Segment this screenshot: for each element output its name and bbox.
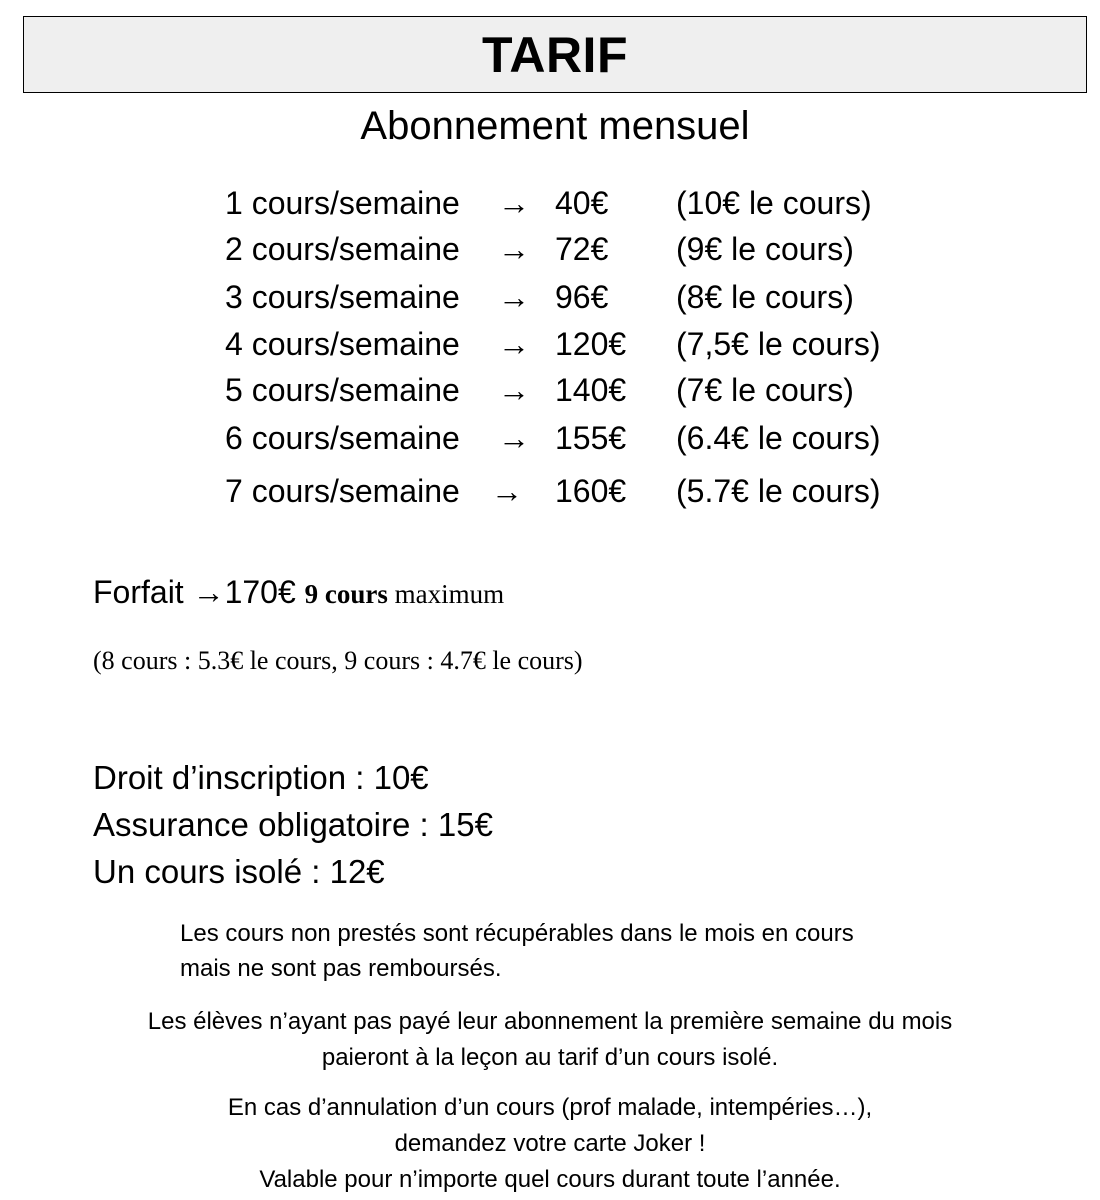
arrow-icon: →	[192, 574, 225, 610]
arrow-icon: →	[498, 420, 530, 456]
fee-cours-isole: Un cours isolé : 12€	[93, 853, 385, 890]
fee-assurance: Assurance obligatoire : 15€	[93, 806, 493, 843]
title-banner	[23, 16, 1087, 93]
note-paiement-line-1: Les élèves n’ayant pas payé leur abonnement la première semaine du mois	[147, 1008, 953, 1035]
row-price: 120€	[555, 326, 627, 362]
row-label: 6 cours/semaine	[225, 420, 460, 456]
arrow-icon: →	[498, 372, 530, 408]
row-label: 1 cours/semaine	[225, 185, 460, 221]
row-per-class: (8€ le cours)	[676, 279, 854, 315]
arrow-icon: →	[498, 326, 530, 362]
row-label: 2 cours/semaine	[225, 231, 460, 267]
row-label: 3 cours/semaine	[225, 279, 460, 315]
row-per-class: (9€ le cours)	[676, 231, 854, 267]
row-price: 96€	[555, 279, 609, 315]
forfait-label: Forfait	[93, 574, 184, 610]
row-per-class: (10€ le cours)	[676, 185, 872, 221]
row-price: 72€	[555, 231, 609, 267]
note-joker-line-2: demandez votre carte Joker !	[394, 1130, 706, 1157]
note-recuperation-line-1: Les cours non prestés sont récupérables dans le mois en cours	[180, 920, 854, 947]
arrow-icon: →	[498, 185, 530, 221]
forfait-max-bold: 9 cours	[304, 579, 388, 609]
row-label: 4 cours/semaine	[225, 326, 460, 362]
row-label: 7 cours/semaine	[225, 473, 460, 509]
forfait-line	[93, 570, 504, 616]
forfait-detail: (8 cours : 5.3€ le cours, 9 cours : 4.7€ le cours)	[93, 646, 583, 675]
row-per-class: (7€ le cours)	[676, 372, 854, 408]
forfait-price: 170€	[224, 574, 296, 610]
note-joker-line-1: En cas d’annulation d’un cours (prof malade, intempéries…),	[227, 1094, 873, 1121]
note-joker-line-3: Valable pour n’importe quel cours durant toute l’année.	[259, 1166, 841, 1193]
row-price: 140€	[555, 372, 627, 408]
row-per-class: (7,5€ le cours)	[676, 326, 881, 362]
row-price: 40€	[555, 185, 609, 221]
arrow-icon: →	[498, 279, 530, 315]
row-per-class: (6.4€ le cours)	[676, 420, 881, 456]
page-subtitle: Abonnement mensuel	[360, 104, 750, 148]
arrow-icon: →	[498, 231, 530, 267]
row-price: 160€	[555, 473, 627, 509]
row-label: 5 cours/semaine	[225, 372, 460, 408]
row-price: 155€	[555, 420, 627, 456]
fee-inscription: Droit d’inscription : 10€	[93, 759, 429, 796]
note-paiement-line-2: paieront à la leçon au tarif d’un cours isolé.	[321, 1044, 779, 1071]
note-recuperation-line-2: mais ne sont pas remboursés.	[180, 955, 502, 982]
arrow-icon: →	[491, 473, 523, 509]
page-title: TARIF	[482, 26, 628, 83]
row-per-class: (5.7€ le cours)	[676, 473, 881, 509]
forfait-max-rest: maximum	[394, 579, 505, 609]
